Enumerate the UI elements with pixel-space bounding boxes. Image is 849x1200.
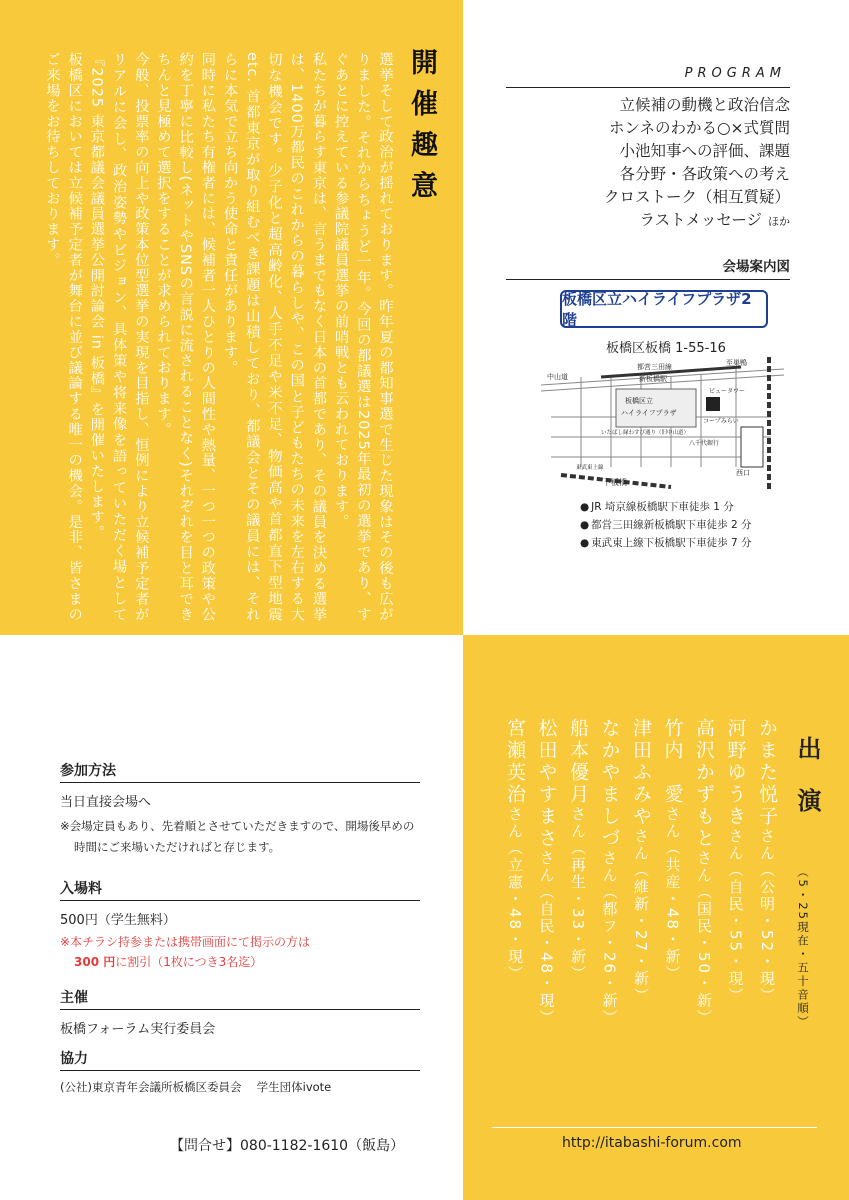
cast-member (752, 718, 781, 1090)
program-item: 各分野・各政策への考え (619, 165, 790, 183)
map-label: 東武東上線 (576, 465, 604, 471)
map-label: 下板橋 (603, 478, 627, 487)
method-text: 当日直接会場へ (60, 795, 152, 810)
cast-detail: さん（都フ・26・新） (600, 850, 619, 1027)
cast-detail: さん（立憲・48・現） (506, 806, 524, 983)
divider (492, 1127, 817, 1128)
method-note: ※会場定員もあり、先着順とさせていただきますので、開場後早めの時間にご来場いただければと存じます。 (60, 819, 415, 854)
map-label: 中山道 (547, 373, 568, 381)
venue-address: 板橋区板橋 1-55-16 (606, 341, 726, 356)
intro-paragraph: 同時に私たち有権者には、候補者一人ひとりの人間性や熱量、一つ一つの政策や公約を丁寧に比較し(ネットやSNSの言説に流されることなく)それぞれを目と耳できちんと見極めて選択をすることが求められております。 (154, 52, 216, 622)
cast-detail: さん（自民・48・現） (537, 850, 556, 1027)
venue-name (560, 290, 768, 328)
coop-text: (公社)東京青年会議所板橋区委員会 学生団体ivote (60, 1080, 332, 1094)
map-label: 板橋区立 (625, 397, 653, 405)
program-title: PROGRAM (506, 66, 790, 88)
intro-paragraph: 今般、投票率の向上や政策本位型選挙の実現を目指し、恒例により立候補予定者がリアルに会し、政治姿勢やビジョン、具体策や将来像を語っていただく場として『2025 東京都議会議員選挙公開討論会 in 板橋』を開催いたします。 (88, 52, 149, 622)
coop-title: 協力 (60, 1048, 420, 1071)
cast-member (500, 718, 529, 1090)
program-item-last (506, 209, 790, 233)
cast-name: かまた悦子 (756, 718, 778, 828)
cast-detail: さん（維新・27・新） (632, 828, 650, 1005)
map-label: 都営三田線 (637, 363, 672, 371)
cast-member (595, 718, 624, 1090)
intro-heading: 開催趣意 (406, 48, 437, 212)
program-item: ホンネのわかる○×式質問 (608, 119, 790, 137)
map-label: 至巣鴨 (726, 359, 747, 367)
coop-section (60, 1048, 420, 1095)
program-item-suffix: ほか (768, 215, 790, 228)
host-title: 主催 (60, 987, 420, 1010)
cast-name: 松田やすまさ (535, 718, 558, 850)
fee-section (60, 878, 420, 972)
contact-info: 【問合せ】080-1182-1610（飯島） (170, 1138, 405, 1154)
cast-heading: 出演 (793, 736, 821, 840)
access-item: ● JR 埼京線板橋駅下車徒歩 1 分 (580, 498, 752, 516)
fee-note-line: ※本チラシ持参または携帯画面にて掲示の方は (60, 935, 311, 949)
cast-member (532, 718, 561, 1090)
map-label: 八千代銀行 (689, 440, 720, 447)
venue-map (541, 357, 784, 492)
cast-detail: さん（国民・50・新） (695, 850, 713, 1027)
cast-name: 高沢かずもと (693, 718, 715, 850)
map-label: 西口 (736, 469, 750, 477)
cast-member (626, 718, 655, 1090)
host-section (60, 987, 420, 1037)
venue-title: 会場案内図 (722, 259, 790, 275)
cast-member (563, 718, 592, 1090)
program-item: クロストーク（相互質疑） (603, 188, 790, 206)
divider (506, 279, 790, 280)
cast-name: 河野ゆうき (724, 718, 747, 828)
access-item: ● 東武東上線下板橋駅下車徒歩 7 分 (580, 534, 752, 552)
map-label: いたばし縁わすび通り（旧中山道） (601, 430, 690, 436)
cast-list (500, 718, 781, 1090)
map-label: コープみらい (703, 418, 739, 425)
access-list (580, 498, 752, 552)
intro-paragraph: 板橋区においては立候補予定者が舞台に並び議論する唯一の機会。是非、皆さまのご来場をお待ちしております。 (43, 52, 83, 622)
fee-note (60, 932, 420, 972)
program-section (506, 66, 790, 233)
program-item-label: ラストメッセージ (639, 211, 762, 229)
method-section (60, 760, 420, 858)
cast-name: 竹内 愛 (661, 718, 684, 806)
method-title: 参加方法 (60, 760, 420, 783)
cast-detail: さん（共産・48・新） (663, 806, 682, 983)
intro-paragraph: 選挙そして政治が揺れております。昨年夏の都知事選で生じた現象はその後も広がりました。それからちょうど一年。今回の都議選は2025年最初の選挙であり、すぐあとに控えている参議院議員選挙の前哨戦とも云われております。 (332, 52, 393, 622)
cast-member (658, 718, 687, 1090)
cast-name: 津田ふみや (630, 718, 652, 828)
map-label: ビュータワー (709, 388, 746, 395)
host-text: 板橋フォーラム実行委員会 (60, 1022, 216, 1037)
intro-paragraph: 私たちが暮らす東京は、言うまでもなく日本の首都であり、その議員を決める選挙は、1400万都民のこれからの暮らしや、この国と子どもたちの未来を左右する大切な機会です。少子化と超高齢化、人手不足や米不足、物価高や首都直下型地震etc. 首都東京が取り組むべき課題は山積しており、都議会とその議員には、それらに本気で立ち向かう使命と責任があります。 (221, 52, 327, 622)
program-item: 小池知事への評価、課題 (619, 142, 790, 160)
website-link[interactable]: http://itabashi-forum.com (562, 1135, 742, 1151)
map-label: 新板橋駅 (639, 375, 667, 383)
cast-detail: さん（自民・55・現） (726, 828, 745, 1005)
access-item: ● 都営三田線新板橋駅下車徒歩 2 分 (580, 516, 752, 534)
cast-detail: さん（再生・33・新） (569, 806, 587, 983)
venue-name-label: 板橋区立ハイライフプラザ2階 (562, 290, 752, 329)
cast-name: 宮瀬英治 (504, 718, 526, 806)
cast-detail: さん（公明・52・現） (758, 828, 776, 1005)
cast-name: なかやましづ (598, 718, 621, 850)
program-list (506, 94, 790, 233)
cast-member (689, 718, 718, 1090)
cast-member (721, 718, 750, 1090)
cast-name: 船本優月 (567, 718, 589, 806)
cast-note: （5・25現在・五十音順） (796, 866, 810, 1029)
intro-body (34, 52, 396, 622)
fee-text: 500円（学生無料） (60, 913, 176, 928)
fee-title: 入場料 (60, 878, 420, 901)
map-label: ハイライフプラザ (621, 409, 677, 417)
fee-note-line: に割引（1枚につき3名迄） (115, 955, 263, 969)
fee-discount-price: 300 円 (74, 955, 116, 969)
program-item: 立候補の動機と政治信念 (619, 96, 790, 114)
